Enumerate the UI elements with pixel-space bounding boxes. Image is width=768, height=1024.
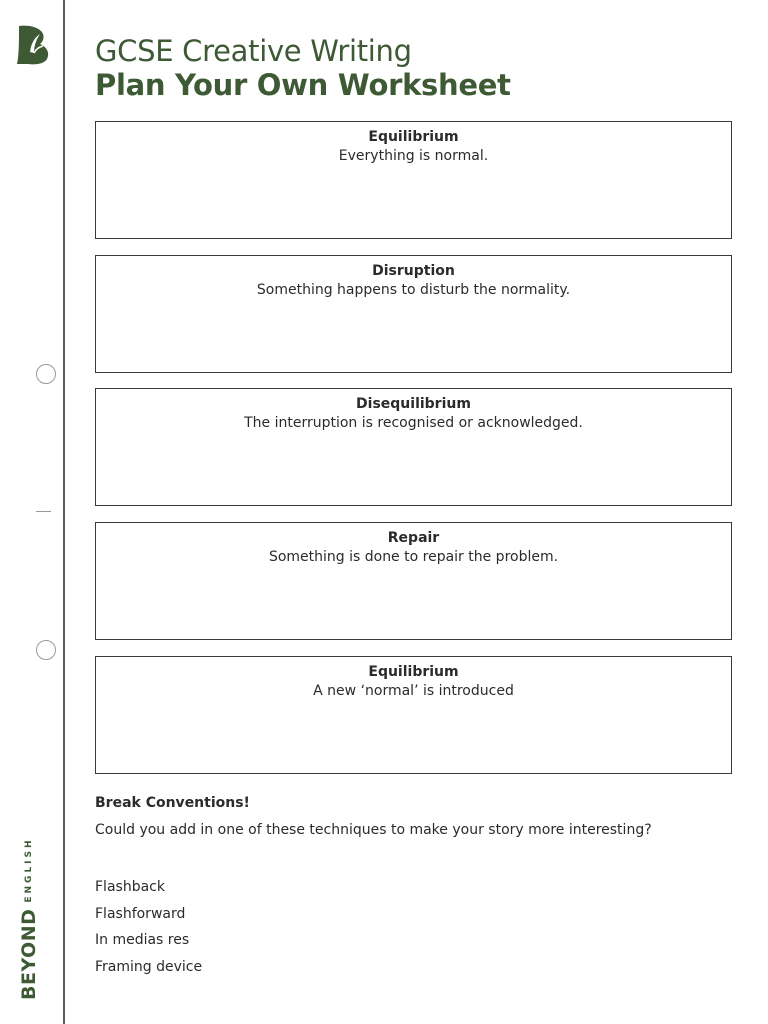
stage-box-equilibrium[interactable] xyxy=(95,121,732,239)
break-conventions-question: Could you add in one of these techniques to make your story more interesting? xyxy=(95,822,652,838)
techniques-list xyxy=(95,874,202,980)
stage-box-disequilibrium[interactable] xyxy=(95,388,732,506)
list-item: Flashback xyxy=(95,879,165,895)
stage-description: Everything is normal. xyxy=(338,148,489,164)
page-title: GCSE Creative Writing xyxy=(95,34,412,68)
stage-title: Equilibrium xyxy=(368,129,459,145)
list-item: Flashforward xyxy=(95,905,186,922)
stage-box-repair[interactable] xyxy=(95,522,732,640)
stage-title: Disequilibrium xyxy=(356,396,471,412)
margin-line xyxy=(63,0,65,1024)
beyond-logo-icon xyxy=(14,22,52,66)
page-subtitle: Plan Your Own Worksheet xyxy=(95,68,511,102)
brand-wordmark xyxy=(18,837,52,1000)
stage-title: Repair xyxy=(387,530,440,546)
punch-hole-top xyxy=(36,364,56,384)
punch-hole-bottom xyxy=(36,640,56,660)
brand-name-main: BEYOND xyxy=(18,908,40,1000)
list-item: Framing device xyxy=(95,958,203,975)
stage-description: Something is done to repair the problem. xyxy=(268,549,559,565)
stage-description: A new ‘normal’ is introduced xyxy=(313,683,514,699)
list-item: In medias res xyxy=(95,932,190,948)
stage-description: The interruption is recognised or acknowledged. xyxy=(244,415,583,431)
stage-title: Disruption xyxy=(372,263,455,279)
brand-name-sub: ENGLISH xyxy=(24,837,34,903)
stage-title: Equilibrium xyxy=(368,664,459,680)
break-conventions-heading: Break Conventions! xyxy=(95,795,250,811)
fold-mark xyxy=(36,511,51,512)
stage-description: Something happens to disturb the normality. xyxy=(256,282,571,298)
stage-box-new-equilibrium[interactable] xyxy=(95,656,732,774)
stage-box-disruption[interactable] xyxy=(95,255,732,373)
